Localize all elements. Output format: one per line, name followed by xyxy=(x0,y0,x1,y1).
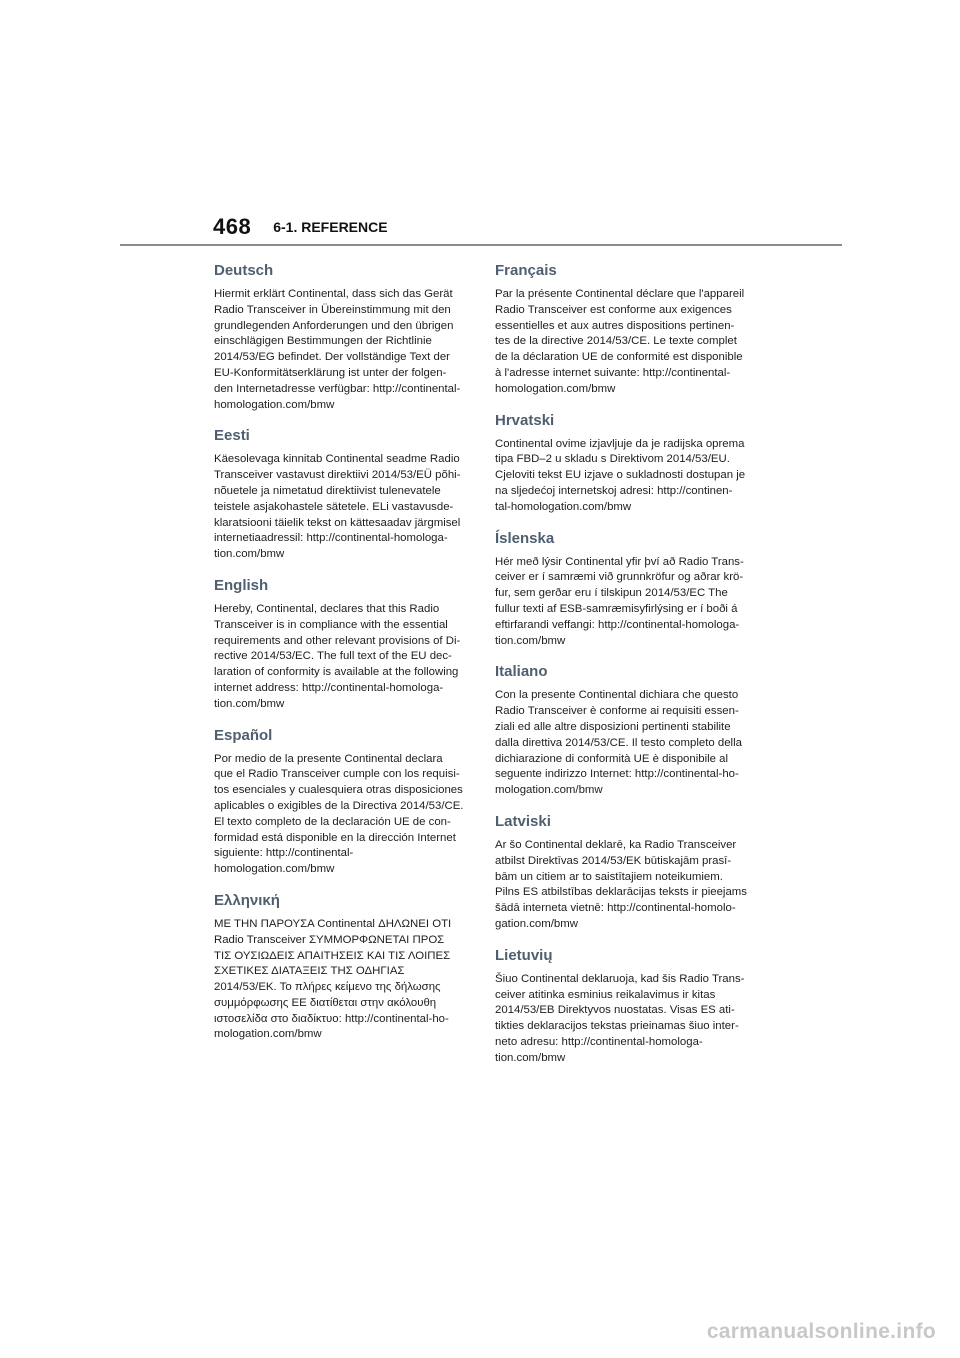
text-line: internetiaadressil: http://continental-homologa- xyxy=(214,532,448,545)
text-line: na sljedećoj internetskoj adresi: http://continen- xyxy=(495,484,733,497)
text-line: homologation.com/bmw xyxy=(214,398,335,411)
page-number: 468 xyxy=(213,214,252,239)
language-section xyxy=(495,530,747,650)
text-line: tes de la directive 2014/53/CE. Le texte complet xyxy=(495,335,737,348)
text-line: Radio Transceiver est conforme aux exigences xyxy=(495,303,732,316)
text-line: ceiver atitinka esminius reikalavimus ir kitas xyxy=(495,988,716,1001)
page-header xyxy=(213,212,388,242)
section-title: English xyxy=(214,576,269,594)
section-title: Eesti xyxy=(214,427,250,445)
text-line: šādā interneta vietnē: http://continental-homolo- xyxy=(495,902,736,915)
left-column xyxy=(214,262,466,1043)
text-line: à l'adresse internet suivante: http://continental- xyxy=(495,366,731,379)
section-title: Lietuvių xyxy=(495,946,553,964)
section-body xyxy=(495,437,747,516)
text-line: neto adresu: http://continental-homologa- xyxy=(495,1035,703,1048)
text-line: homologation.com/bmw xyxy=(495,382,616,395)
language-section xyxy=(495,947,747,1067)
text-line: 2014/53/EG befindet. Der vollständige Text der xyxy=(214,351,450,364)
text-line: Hér með lýsir Continental yfir því að Radio Trans- xyxy=(495,555,744,568)
text-line: grundlegenden Anforderungen und den übrigen xyxy=(214,319,454,332)
text-line: mologation.com/bmw xyxy=(495,784,603,797)
text-line: teistele asjakohastele sätetele. ELi vastavusde- xyxy=(214,500,454,513)
text-line: tipa FBD–2 u skladu s Direktivom 2014/53/EU. xyxy=(495,453,730,466)
text-line: einschlägigen Bestimmungen der Richtlinie xyxy=(214,335,432,348)
text-line: Pilns ES atbilstības deklarācijas teksts ir pieejams xyxy=(495,886,747,899)
section-title: Ελληνική xyxy=(214,891,280,909)
text-line: συμμόρφωσης ΕΕ διατίθεται στην ακόλουθη xyxy=(214,996,437,1009)
header-divider xyxy=(120,244,842,246)
section-body xyxy=(495,688,747,799)
language-section xyxy=(214,427,466,563)
text-line: dichiarazione di conformità UE è disponibile al xyxy=(495,752,729,765)
text-line: fur, sem gerðar eru í tilskipun 2014/53/EC The xyxy=(495,587,728,600)
text-line: Cjeloviti tekst EU izjave o sukladnosti dostupan je xyxy=(495,469,746,482)
section-body xyxy=(214,917,466,1043)
text-line: ιστοσελίδα στο διαδίκτυο: http://continental-ho- xyxy=(214,1012,449,1025)
text-line: siguiente: http://continental- xyxy=(214,847,354,860)
text-line: requirements and other relevant provisions of Di- xyxy=(214,634,461,647)
text-line: dalla direttiva 2014/53/CE. Il testo completo della xyxy=(495,736,742,749)
text-line: que el Radio Transceiver cumple con los requisi- xyxy=(214,768,460,781)
text-line: ceiver er í samræmi við grunnkröfur og aðrar krö- xyxy=(495,571,744,584)
text-line: Transceiver vastavust direktiivi 2014/53/EÜ põhi- xyxy=(214,469,461,482)
text-line: Ar šo Continental deklarē, ka Radio Transceiver xyxy=(495,838,737,851)
text-line: gation.com/bmw xyxy=(495,917,578,930)
text-line: ΣΧΕΤΙΚΕΣ ΔΙΑΤΑΞΕΙΣ ΤΗΣ ΟΔΗΓΙΑΣ xyxy=(214,965,405,978)
language-section xyxy=(495,663,747,799)
section-body xyxy=(495,972,747,1067)
text-line: seguente indirizzo Internet: http://continental-ho- xyxy=(495,768,739,781)
text-line: tion.com/bmw xyxy=(214,548,285,561)
text-line: Continental ovime izjavljuje da je radijska oprema xyxy=(495,437,745,450)
text-line: Käesolevaga kinnitab Continental seadme Radio xyxy=(214,453,460,466)
text-line: aplicables o exigibles de la Directiva 2014/53/CE. xyxy=(214,799,464,812)
text-line: klaratsiooni täielik tekst on kättesaadav järgmisel xyxy=(214,516,461,529)
section-body xyxy=(214,452,466,563)
text-line: bām un citiem ar to saistītajiem noteikumiem. xyxy=(495,870,723,883)
section-title: Hrvatski xyxy=(495,411,555,429)
text-line: homologation.com/bmw xyxy=(214,863,335,876)
section-title: Latviski xyxy=(495,812,551,830)
text-line: Hiermit erklärt Continental, dass sich das Gerät xyxy=(214,288,453,300)
text-line: Transceiver is in compliance with the essential xyxy=(214,618,448,631)
text-line: El texto completo de la declaración UE de con- xyxy=(214,815,451,828)
language-section xyxy=(214,577,466,713)
text-line: tal-homologation.com/bmw xyxy=(495,500,632,513)
right-column xyxy=(495,262,747,1066)
section-body xyxy=(214,602,466,713)
text-line: de la déclaration UE de conformité est disponible xyxy=(495,351,743,364)
section-body xyxy=(214,287,466,413)
text-line: tikties deklaracijos tekstas prieinamas šiuo inter- xyxy=(495,1020,739,1033)
section-title: Íslenska xyxy=(495,529,555,547)
text-line: formidad está disponible en la dirección Internet xyxy=(214,831,456,844)
text-line: 2014/53/EB Direktyvos nuostatas. Visas ES ati- xyxy=(495,1004,735,1017)
text-line: tion.com/bmw xyxy=(495,1051,566,1064)
text-line: fullur texti af ESB-samræmisyfirlýsing er í boði á xyxy=(495,602,738,615)
text-line: internet address: http://continental-homologa- xyxy=(214,681,444,694)
section-title: Français xyxy=(495,262,557,279)
text-line: ΜΕ ΤΗΝ ΠΑΡΟΥΣΑ Continental ΔΗΛΩΝΕΙ ΟΤΙ xyxy=(214,917,452,930)
text-line: EU-Konformitätserklärung ist unter der folgen- xyxy=(214,366,447,379)
language-section xyxy=(495,412,747,516)
text-line: ziali ed alle altre disposizioni pertinenti stabilite xyxy=(495,720,731,733)
language-section xyxy=(495,813,747,933)
text-line: Par la présente Continental déclare que l'appareil xyxy=(495,288,745,300)
chapter-title: 6-1. REFERENCE xyxy=(273,219,388,235)
section-title: Deutsch xyxy=(214,262,274,279)
text-line: Šiuo Continental deklaruoja, kad šis Radio Trans- xyxy=(495,972,745,985)
language-section xyxy=(214,892,466,1043)
watermark: carmanualsonline.info xyxy=(706,1320,936,1343)
language-section xyxy=(495,262,747,398)
text-line: Hereby, Continental, declares that this Radio xyxy=(214,602,440,615)
section-body xyxy=(214,752,466,878)
text-line: essentielles et aux autres dispositions pertinen- xyxy=(495,319,735,332)
section-body xyxy=(495,555,747,650)
text-line: laration of conformity is available at the following xyxy=(214,666,459,679)
text-line: Por medio de la presente Continental declara xyxy=(214,752,443,765)
text-line: rective 2014/53/EC. The full text of the EU dec- xyxy=(214,650,452,663)
section-title: Italiano xyxy=(495,663,548,681)
text-line: Radio Transceiver è conforme ai requisiti essen- xyxy=(495,705,739,718)
text-line: atbilst Direktīvas 2014/53/EK būtiskajām prasī- xyxy=(495,854,732,867)
text-line: eftirfarandi veffangi: http://continental-homologa- xyxy=(495,618,740,631)
section-title: Español xyxy=(214,726,273,744)
text-line: 2014/53/ΕΚ. Το πλήρες κείμενο της δήλωσης xyxy=(214,981,441,994)
text-line: tion.com/bmw xyxy=(495,634,566,647)
language-section xyxy=(214,262,466,413)
section-body xyxy=(495,838,747,933)
text-line: Radio Transceiver in Übereinstimmung mit den xyxy=(214,303,451,316)
text-line: mologation.com/bmw xyxy=(214,1028,322,1041)
text-line: Con la presente Continental dichiara che questo xyxy=(495,689,739,702)
text-line: ΤΙΣ ΟΥΣΙΩΔΕΙΣ ΑΠΑΙΤΗΣΕΙΣ ΚΑΙ ΤΙΣ ΛΟΙΠΕΣ xyxy=(214,949,451,962)
text-line: nõuetele ja nimetatud direktiivist tulenevatele xyxy=(214,484,441,497)
text-line: den Internetadresse verfügbar: http://continental- xyxy=(214,382,461,395)
text-line: Radio Transceiver ΣΥΜΜΟΡΦΩΝΕΤΑΙ ΠΡΟΣ xyxy=(214,933,445,946)
text-line: tion.com/bmw xyxy=(214,697,285,710)
text-line: tos esenciales y cualesquiera otras disposiciones xyxy=(214,784,463,797)
section-body xyxy=(495,287,747,398)
language-section xyxy=(214,727,466,878)
